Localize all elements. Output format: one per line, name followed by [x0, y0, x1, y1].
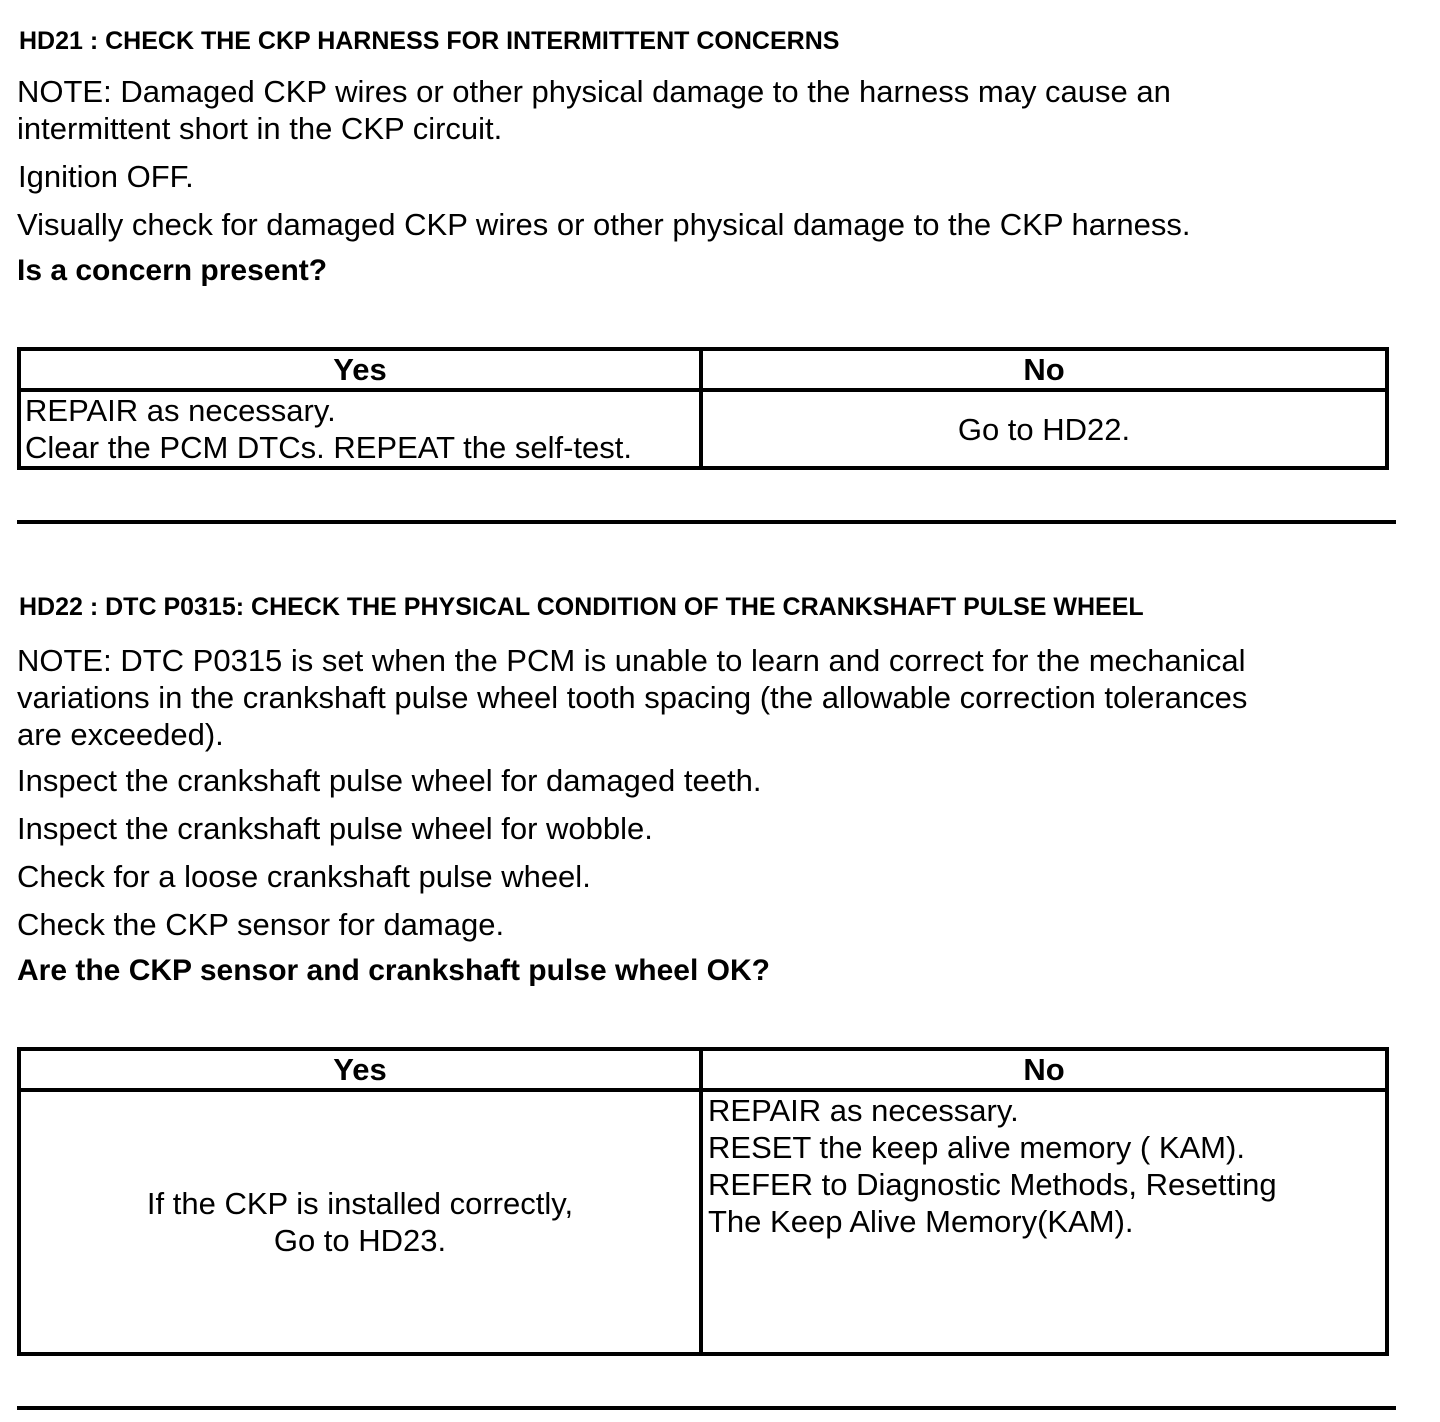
section-divider: [17, 520, 1396, 524]
yes-header: Yes: [19, 1049, 701, 1090]
hd22-note-line3: are exceeded).: [17, 717, 224, 752]
no-line4: The Keep Alive Memory(KAM).: [708, 1204, 1134, 1239]
no-cell: [701, 1090, 1387, 1354]
hd22-question: Are the CKP sensor and crankshaft pulse wheel OK?: [17, 954, 770, 987]
hd22-note: [17, 642, 1247, 753]
hd21-note-line2: intermittent short in the CKP circuit.: [17, 111, 503, 146]
yes-cell: [19, 390, 701, 468]
yes-line1: If the CKP is installed correctly,: [146, 1186, 574, 1221]
no-line2: RESET the keep alive memory ( KAM).: [708, 1130, 1245, 1165]
hd21-decision-table: [17, 347, 1389, 470]
hd21-note-line1: NOTE: Damaged CKP wires or other physical damage to the harness may cause an: [17, 74, 1171, 109]
table-row: [19, 390, 1387, 468]
no-line3: REFER to Diagnostic Methods, Resetting: [708, 1167, 1277, 1202]
table-header-row: [19, 1049, 1387, 1090]
yes-line2: Go to HD23.: [273, 1223, 447, 1258]
hd21-heading: HD21 : CHECK THE CKP HARNESS FOR INTERMITTENT CONCERNS: [19, 27, 840, 55]
hd22-decision-table: [17, 1047, 1389, 1356]
hd21-question: Is a concern present?: [17, 254, 328, 287]
hd22-step1: Inspect the crankshaft pulse wheel for damaged teeth.: [17, 763, 762, 798]
table-header-row: [19, 349, 1387, 390]
hd22-step3: Check for a loose crankshaft pulse wheel.: [17, 859, 591, 894]
hd22-step2: Inspect the crankshaft pulse wheel for wobble.: [17, 811, 653, 846]
hd21-note: [17, 73, 1171, 147]
section-divider: [17, 1406, 1396, 1410]
no-cell: Go to HD22.: [701, 390, 1387, 468]
yes-line2: Clear the PCM DTCs. REPEAT the self-test.: [25, 430, 632, 465]
hd21-step2: Visually check for damaged CKP wires or other physical damage to the CKP harness.: [17, 207, 1191, 242]
hd22-step4: Check the CKP sensor for damage.: [17, 907, 505, 942]
yes-line1: REPAIR as necessary.: [25, 393, 336, 428]
no-header: No: [701, 349, 1387, 390]
yes-cell: [19, 1090, 701, 1354]
hd22-note-line2: variations in the crankshaft pulse wheel tooth spacing (the allowable correction tolerances: [17, 680, 1248, 715]
hd21-step1: Ignition OFF.: [18, 159, 194, 194]
table-row: [19, 1090, 1387, 1354]
no-header: No: [701, 1049, 1387, 1090]
hd22-note-line1: NOTE: DTC P0315 is set when the PCM is unable to learn and correct for the mechanical: [17, 643, 1246, 678]
hd22-heading: HD22 : DTC P0315: CHECK THE PHYSICAL CONDITION OF THE CRANKSHAFT PULSE WHEEL: [19, 593, 1144, 621]
no-line1: REPAIR as necessary.: [708, 1093, 1019, 1128]
yes-header: Yes: [19, 349, 701, 390]
